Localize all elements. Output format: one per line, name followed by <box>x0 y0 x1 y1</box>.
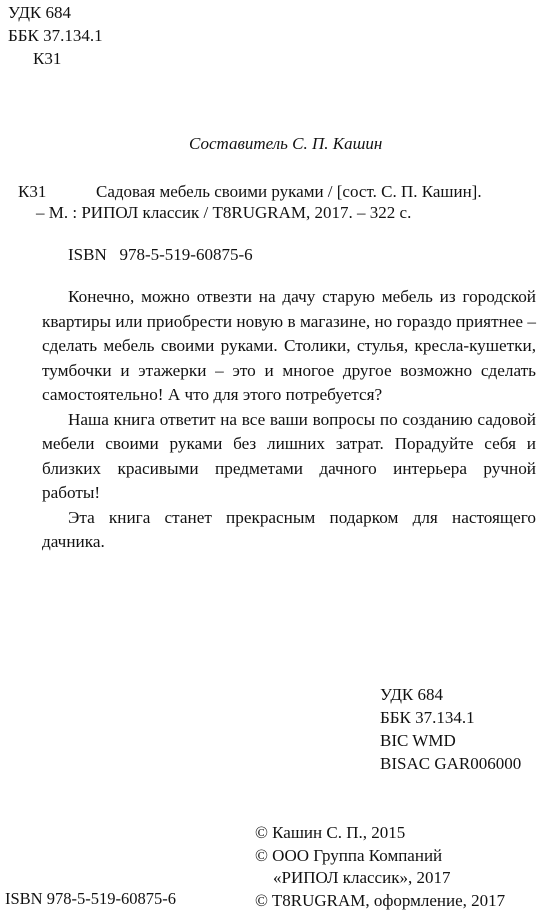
entry-author-mark: К31 <box>18 182 47 201</box>
classification-block <box>380 683 521 775</box>
bisac-code: BISAC GAR006000 <box>380 754 522 773</box>
bic-code: BIC WMD <box>380 731 456 750</box>
entry-line-1: Садовая мебель своими руками / [сост. С. П. Кашин]. <box>96 182 482 201</box>
udk-code: УДК 684 <box>380 685 444 704</box>
copyright-line: «РИПОЛ классик», 2017 <box>273 868 451 887</box>
author-mark-top: К31 <box>33 49 62 68</box>
bbk-code: ББК 37.134.1 <box>380 708 475 727</box>
copyright-line: © T8RUGRAM, оформление, 2017 <box>255 890 506 910</box>
annotation-paragraph: Конечно, можно отвезти на дачу старую мебель из городской квартиры или приобрести новую в магазине, но гораздо приятнее – сделать мебель своими руками. Столики, стулья, кресла-кушетки, тумбочки и этажерки – это и многое другое возможно сделать самостоятельно! А что для этого потребуется? <box>42 287 536 404</box>
udk-code-top: УДК 684 <box>8 3 72 22</box>
copyright-line: © ООО Группа Компаний <box>255 845 443 865</box>
compiler-line: Составитель С. П. Кашин <box>189 134 383 153</box>
copyright-block <box>255 822 505 912</box>
annotation <box>42 285 536 555</box>
copyright-line: © Кашин С. П., 2015 <box>255 823 406 842</box>
bibliographic-entry <box>18 181 533 223</box>
entry-line-2: – М. : РИПОЛ классик / T8RUGRAM, 2017. – 322 с. <box>36 203 412 222</box>
annotation-paragraph: Эта книга станет прекрасным подарком для настоящего дачника. <box>42 507 536 551</box>
isbn-bottom: ISBN 978-5-519-60875-6 <box>5 889 176 908</box>
annotation-paragraph: Наша книга ответит на все ваши вопросы по созданию садовой мебели своими руками без лишних затрат. Порадуйте себя и близких красивыми предметами дачного интерьера ручной работы! <box>42 409 536 502</box>
isbn-main: ISBN 978-5-519-60875-6 <box>68 245 253 264</box>
bbk-code-top: ББК 37.134.1 <box>8 26 103 45</box>
